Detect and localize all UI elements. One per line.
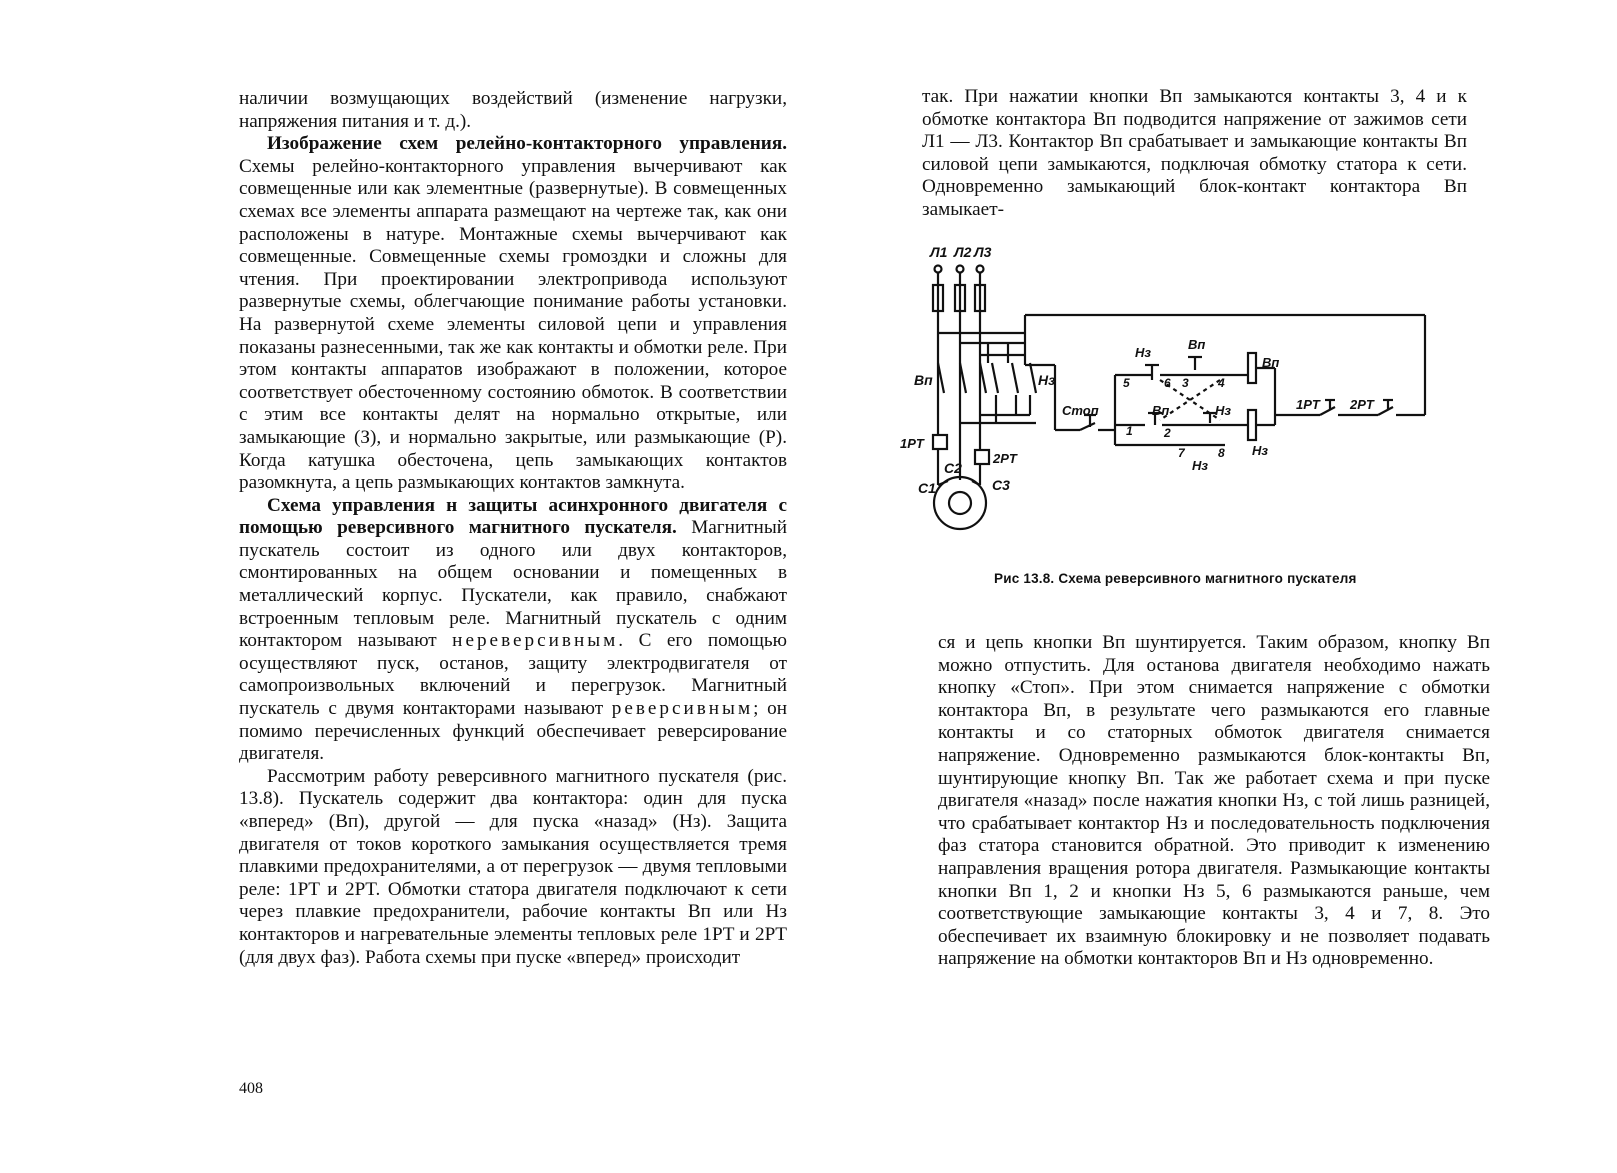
label-vp-coil: Вп — [1262, 355, 1280, 370]
label-n6: 6 — [1164, 376, 1171, 390]
right-column-top — [922, 86, 1467, 222]
paragraph-forward-start: так. При нажатии кнопки Вп замыкаются контакты 3, 4 и к обмотке контактора Вп подводится напряжение от зажимов сети Л1 — Л3. Контактор Вп срабатывает и замыкающие контакты Вп силовой цепи замыкаются, подключая обмотку статора к сети. Одновременно замыкающий блок-контакт контактора Вп замыкает- — [922, 86, 1467, 220]
label-vp-mid: Вп — [1152, 403, 1170, 418]
label-1pt: 1PT — [900, 436, 924, 451]
label-l3: Л3 — [974, 244, 992, 260]
label-vp-top: Вп — [1188, 337, 1206, 352]
right-column-bottom — [938, 632, 1490, 971]
label-nz-mid: Нз — [1215, 403, 1232, 418]
paragraph-continuation: наличии возмущающих воздействий (изменение нагрузки, напряжения питания и т. д.). — [239, 88, 787, 132]
label-n5: 5 — [1123, 376, 1130, 390]
label-1pt-control: 1PT — [1296, 397, 1320, 412]
label-2pt: 2PT — [993, 451, 1017, 466]
text-starter-b: . С его помощью осуществляют пуск, останов, защиту электродвигателя от самопроизвольных включений и перегрузок. Магнитный пускатель с двумя контакторами называют — [239, 630, 787, 720]
label-l1: Л1 — [930, 244, 948, 260]
label-l2: Л2 — [954, 244, 972, 260]
paragraph-operation: Рассмотрим работу реверсивного магнитного пускателя (рис. 13.8). Пускатель содержит два контактора: один для пуска «вперед» (Вп), другой — для пуска «назад» (Нз). Защита двигателя от токов короткого замыкания осуществляется тремя плавкими предохранителями, а от перегрузок — двумя тепловыми реле: 1PT и 2PT. Обмотки статора двигателя подключают к сети через плавкие предохранители, рабочие контакты Вп или Нз контакторов и нагревательные элементы тепловых реле 1PT и 2PT (для двух фаз). Работа схемы при пуске «вперед» происходит — [239, 765, 787, 968]
text-starter-a: Магнитный пускатель состоит из одного или двух контакторов, смонтированных на общем основании и помещенных в металлический корпус. Пускатели, как правило, снабжают встроенным тепловым реле. Магнитный пускатель с одним контактором называют — [239, 517, 787, 652]
label-n8: 8 — [1218, 446, 1225, 460]
label-c1: C1 — [918, 480, 936, 496]
label-n4: 4 — [1218, 376, 1225, 390]
label-nz-power: Нз — [1038, 372, 1056, 388]
label-vp-power: Вп — [914, 372, 933, 388]
label-n7: 7 — [1178, 446, 1185, 460]
circuit-diagram — [900, 244, 1470, 560]
label-n2: 2 — [1164, 426, 1171, 440]
label-2pt-control: 2PT — [1350, 397, 1374, 412]
paragraph-relay-schemes — [239, 133, 787, 495]
left-column — [239, 88, 787, 969]
term-reversible: реверсивным — [611, 698, 754, 720]
label-n3: 3 — [1182, 376, 1189, 390]
label-nz-bottom: Нз — [1192, 458, 1209, 473]
figure-caption: Рис 13.8. Схема реверсивного магнитного пускателя — [994, 571, 1357, 586]
page-number: 408 — [239, 1080, 263, 1097]
paragraph-starter — [239, 495, 787, 766]
label-n1: 1 — [1126, 424, 1133, 438]
heading-relay-schemes: Изображение схем релейно-контакторного управления. — [267, 133, 787, 155]
label-c3: C3 — [992, 477, 1010, 493]
circuit-labels — [900, 244, 1375, 496]
term-nonreversible: нереверсивным — [452, 630, 619, 652]
text-relay-schemes: Схемы релейно-контакторного управления вычерчивают как совмещенные или как элементные (развернутые). В совмещенных схемах все элементы аппарата размещают на чертеже так, как они расположены в натуре. Монтажные схемы вычерчивают как совмещенные. Совмещенные схемы громоздки и сложны для чтения. При проектировании электропривода используют развернутые схемы, облегчающие понимание работы установки. На развернутой схеме элементы силовой цепи и управления показаны разнесенными, так же как контакты и обмотки реле. При этом контакты аппаратов изображают в положении, которое соответствует обесточенному состоянию обмоток. В соответствии с этим все контакты делят на нормально открытые, или замыкающие (З), и нормально закрытые, или размыкающие (Р). Когда катушка обесточена, цепь замыкающих контактов разомкнута, а цепь размыкающих контактов замкнута. — [239, 155, 787, 494]
label-nz-coil: Нз — [1252, 443, 1269, 458]
heading-starter: Схема управления н защиты асинхронного двигателя с помощью реверсивного магнитного пускателя. — [239, 494, 787, 539]
paragraph-stop-and-reverse: ся и цепь кнопки Вп шунтируется. Таким образом, кнопку Вп можно отпустить. Для останова двигателя необходимо нажать кнопку «Стоп». При этом снимается напряжение с обмотки контактора Вп, в результате чего размыкаются его главные контакты и со статорных обмоток двигателя снимается напряжение. Одновременно размыкаются блок-контакты Вп, шунтирующие кнопку Вп. Так же работает схема и при пуске двигателя «назад» после нажатия кнопки Нз, с той лишь разницей, что срабатывает контактор Нз и последовательность подключения фаз статора становится обратной. Это приводит к изменению направления вращения ротора двигателя. Размыкающие контакты кнопки Вп 1, 2 и кнопки Нз 5, 6 размыкаются раньше, чем соответствующие замыкающие контакты 3, 4 и 7, 8. Это обеспечивает их взаимную блокировку и не позволяет подавать напряжение на обмотки контакторов Вп и Нз одновременно. — [938, 632, 1490, 970]
label-c2: C2 — [944, 460, 962, 476]
label-nz-top: Нз — [1135, 345, 1152, 360]
label-stop: Стоп — [1062, 403, 1099, 418]
text-starter-c: ; он помимо перечисленных функций обеспечивает реверсирование двигателя. — [239, 698, 787, 765]
